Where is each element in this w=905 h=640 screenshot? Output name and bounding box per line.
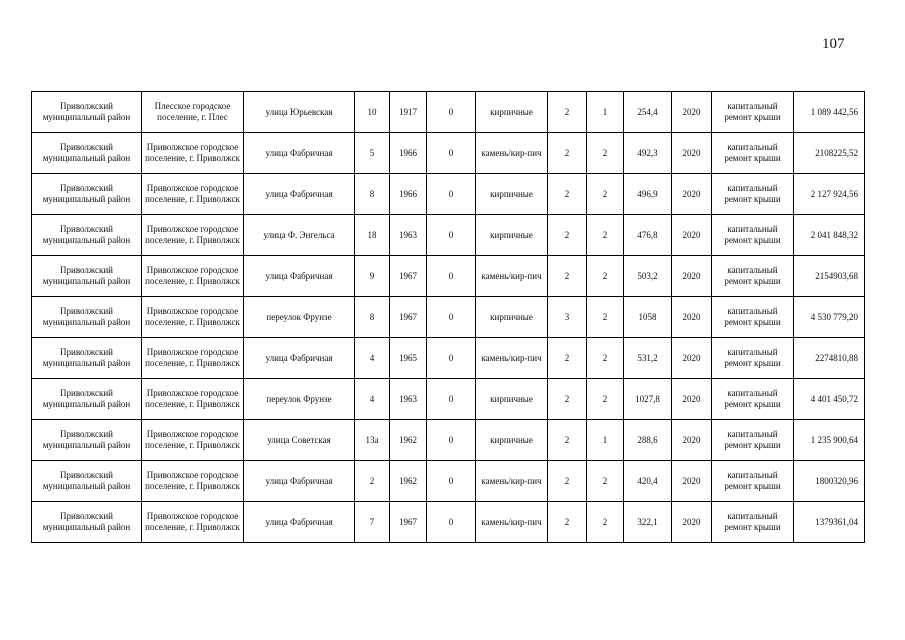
work-year-cell: 2020 bbox=[672, 133, 712, 174]
cost-cell: 2 127 924,56 bbox=[794, 174, 865, 215]
wall-material-cell: камень/кир-пич bbox=[476, 338, 548, 379]
zero-value-cell: 0 bbox=[427, 420, 476, 461]
wall-material-cell: камень/кир-пич bbox=[476, 133, 548, 174]
zero-value-cell: 0 bbox=[427, 256, 476, 297]
house-number-cell: 13а bbox=[355, 420, 390, 461]
district-cell: Приволжский муниципальный район bbox=[32, 215, 142, 256]
table-row bbox=[32, 461, 865, 502]
floors-cell: 2 bbox=[548, 420, 587, 461]
district-cell: Приволжский муниципальный район bbox=[32, 256, 142, 297]
settlement-cell: Приволжское городское поселение, г. Приволжск bbox=[142, 338, 244, 379]
work-type-cell: капитальный ремонт крыши bbox=[712, 379, 794, 420]
cost-cell: 1800320,96 bbox=[794, 461, 865, 502]
wall-material-cell: кирпичные bbox=[476, 420, 548, 461]
year-built-cell: 1963 bbox=[390, 379, 427, 420]
entrances-cell: 2 bbox=[587, 338, 624, 379]
settlement-cell: Приволжское городское поселение, г. Приволжск bbox=[142, 379, 244, 420]
entrances-cell: 2 bbox=[587, 174, 624, 215]
house-number-cell: 18 bbox=[355, 215, 390, 256]
work-type-cell: капитальный ремонт крыши bbox=[712, 92, 794, 133]
settlement-cell: Приволжское городское поселение, г. Приволжск bbox=[142, 502, 244, 543]
house-number-cell: 10 bbox=[355, 92, 390, 133]
floors-cell: 2 bbox=[548, 461, 587, 502]
district-cell: Приволжский муниципальный район bbox=[32, 338, 142, 379]
floors-cell: 3 bbox=[548, 297, 587, 338]
zero-value-cell: 0 bbox=[427, 502, 476, 543]
street-cell: улица Фабричная bbox=[244, 338, 355, 379]
floors-cell: 2 bbox=[548, 92, 587, 133]
street-cell: улица Советская bbox=[244, 420, 355, 461]
area-cell: 1058 bbox=[624, 297, 672, 338]
work-year-cell: 2020 bbox=[672, 379, 712, 420]
work-type-cell: капитальный ремонт крыши bbox=[712, 215, 794, 256]
district-cell: Приволжский муниципальный район bbox=[32, 379, 142, 420]
floors-cell: 2 bbox=[548, 215, 587, 256]
cost-cell: 1 089 442,56 bbox=[794, 92, 865, 133]
wall-material-cell: кирпичные bbox=[476, 379, 548, 420]
work-type-cell: капитальный ремонт крыши bbox=[712, 502, 794, 543]
house-number-cell: 7 bbox=[355, 502, 390, 543]
zero-value-cell: 0 bbox=[427, 461, 476, 502]
year-built-cell: 1917 bbox=[390, 92, 427, 133]
table-row bbox=[32, 338, 865, 379]
area-cell: 420,4 bbox=[624, 461, 672, 502]
settlement-cell: Приволжское городское поселение, г. Приволжск bbox=[142, 174, 244, 215]
work-year-cell: 2020 bbox=[672, 338, 712, 379]
table-row bbox=[32, 420, 865, 461]
house-number-cell: 9 bbox=[355, 256, 390, 297]
settlement-cell: Приволжское городское поселение, г. Приволжск bbox=[142, 133, 244, 174]
cost-cell: 4 401 450,72 bbox=[794, 379, 865, 420]
area-cell: 322,1 bbox=[624, 502, 672, 543]
year-built-cell: 1966 bbox=[390, 174, 427, 215]
zero-value-cell: 0 bbox=[427, 174, 476, 215]
table-row bbox=[32, 502, 865, 543]
cost-cell: 2108225,52 bbox=[794, 133, 865, 174]
house-number-cell: 5 bbox=[355, 133, 390, 174]
cost-cell: 1379361,04 bbox=[794, 502, 865, 543]
street-cell: улица Фабричная bbox=[244, 461, 355, 502]
entrances-cell: 2 bbox=[587, 133, 624, 174]
cost-cell: 2274810,88 bbox=[794, 338, 865, 379]
work-year-cell: 2020 bbox=[672, 174, 712, 215]
street-cell: улица Юрьевская bbox=[244, 92, 355, 133]
table-row bbox=[32, 297, 865, 338]
settlement-cell: Приволжское городское поселение, г. Приволжск bbox=[142, 256, 244, 297]
district-cell: Приволжский муниципальный район bbox=[32, 92, 142, 133]
year-built-cell: 1963 bbox=[390, 215, 427, 256]
year-built-cell: 1967 bbox=[390, 297, 427, 338]
work-year-cell: 2020 bbox=[672, 215, 712, 256]
district-cell: Приволжский муниципальный район bbox=[32, 133, 142, 174]
table-body bbox=[32, 92, 865, 543]
zero-value-cell: 0 bbox=[427, 297, 476, 338]
zero-value-cell: 0 bbox=[427, 215, 476, 256]
entrances-cell: 2 bbox=[587, 297, 624, 338]
work-type-cell: капитальный ремонт крыши bbox=[712, 133, 794, 174]
work-type-cell: капитальный ремонт крыши bbox=[712, 297, 794, 338]
district-cell: Приволжский муниципальный район bbox=[32, 420, 142, 461]
entrances-cell: 2 bbox=[587, 502, 624, 543]
wall-material-cell: кирпичные bbox=[476, 92, 548, 133]
zero-value-cell: 0 bbox=[427, 338, 476, 379]
year-built-cell: 1962 bbox=[390, 420, 427, 461]
area-cell: 288,6 bbox=[624, 420, 672, 461]
zero-value-cell: 0 bbox=[427, 92, 476, 133]
settlement-cell: Приволжское городское поселение, г. Приволжск bbox=[142, 297, 244, 338]
work-year-cell: 2020 bbox=[672, 420, 712, 461]
floors-cell: 2 bbox=[548, 133, 587, 174]
area-cell: 531,2 bbox=[624, 338, 672, 379]
work-type-cell: капитальный ремонт крыши bbox=[712, 256, 794, 297]
work-type-cell: капитальный ремонт крыши bbox=[712, 174, 794, 215]
entrances-cell: 1 bbox=[587, 420, 624, 461]
work-type-cell: капитальный ремонт крыши bbox=[712, 461, 794, 502]
street-cell: улица Ф. Энгельса bbox=[244, 215, 355, 256]
street-cell: переулок Фрунзе bbox=[244, 297, 355, 338]
work-year-cell: 2020 bbox=[672, 256, 712, 297]
year-built-cell: 1967 bbox=[390, 256, 427, 297]
floors-cell: 2 bbox=[548, 502, 587, 543]
zero-value-cell: 0 bbox=[427, 133, 476, 174]
settlement-cell: Приволжское городское поселение, г. Приволжск bbox=[142, 215, 244, 256]
work-year-cell: 2020 bbox=[672, 461, 712, 502]
district-cell: Приволжский муниципальный район bbox=[32, 502, 142, 543]
table-row bbox=[32, 92, 865, 133]
table-row bbox=[32, 215, 865, 256]
area-cell: 492,3 bbox=[624, 133, 672, 174]
district-cell: Приволжский муниципальный район bbox=[32, 461, 142, 502]
area-cell: 476,8 bbox=[624, 215, 672, 256]
entrances-cell: 2 bbox=[587, 379, 624, 420]
street-cell: улица Фабричная bbox=[244, 256, 355, 297]
housing-register-table bbox=[31, 91, 865, 543]
floors-cell: 2 bbox=[548, 379, 587, 420]
floors-cell: 2 bbox=[548, 256, 587, 297]
house-number-cell: 4 bbox=[355, 338, 390, 379]
entrances-cell: 2 bbox=[587, 461, 624, 502]
work-year-cell: 2020 bbox=[672, 92, 712, 133]
cost-cell: 2154903,68 bbox=[794, 256, 865, 297]
street-cell: переулок Фрунзе bbox=[244, 379, 355, 420]
work-year-cell: 2020 bbox=[672, 297, 712, 338]
page-number: 107 bbox=[822, 36, 845, 52]
entrances-cell: 1 bbox=[587, 92, 624, 133]
work-year-cell: 2020 bbox=[672, 502, 712, 543]
cost-cell: 1 235 900,64 bbox=[794, 420, 865, 461]
wall-material-cell: камень/кир-пич bbox=[476, 256, 548, 297]
wall-material-cell: кирпичные bbox=[476, 215, 548, 256]
zero-value-cell: 0 bbox=[427, 379, 476, 420]
year-built-cell: 1965 bbox=[390, 338, 427, 379]
house-number-cell: 8 bbox=[355, 174, 390, 215]
year-built-cell: 1966 bbox=[390, 133, 427, 174]
wall-material-cell: кирпичные bbox=[476, 297, 548, 338]
floors-cell: 2 bbox=[548, 338, 587, 379]
floors-cell: 2 bbox=[548, 174, 587, 215]
settlement-cell: Приволжское городское поселение, г. Приволжск bbox=[142, 461, 244, 502]
work-type-cell: капитальный ремонт крыши bbox=[712, 420, 794, 461]
area-cell: 496,9 bbox=[624, 174, 672, 215]
entrances-cell: 2 bbox=[587, 256, 624, 297]
table-row bbox=[32, 256, 865, 297]
area-cell: 503,2 bbox=[624, 256, 672, 297]
table-row bbox=[32, 379, 865, 420]
cost-cell: 2 041 848,32 bbox=[794, 215, 865, 256]
settlement-cell: Приволжское городское поселение, г. Приволжск bbox=[142, 420, 244, 461]
table-row bbox=[32, 174, 865, 215]
district-cell: Приволжский муниципальный район bbox=[32, 297, 142, 338]
house-number-cell: 8 bbox=[355, 297, 390, 338]
year-built-cell: 1967 bbox=[390, 502, 427, 543]
work-type-cell: капитальный ремонт крыши bbox=[712, 338, 794, 379]
area-cell: 254,4 bbox=[624, 92, 672, 133]
area-cell: 1027,8 bbox=[624, 379, 672, 420]
wall-material-cell: камень/кир-пич bbox=[476, 461, 548, 502]
settlement-cell: Плесское городское поселение, г. Плес bbox=[142, 92, 244, 133]
street-cell: улица Фабричная bbox=[244, 502, 355, 543]
cost-cell: 4 530 779,20 bbox=[794, 297, 865, 338]
wall-material-cell: кирпичные bbox=[476, 174, 548, 215]
house-number-cell: 4 bbox=[355, 379, 390, 420]
year-built-cell: 1962 bbox=[390, 461, 427, 502]
street-cell: улица Фабричная bbox=[244, 174, 355, 215]
district-cell: Приволжский муниципальный район bbox=[32, 174, 142, 215]
table-row bbox=[32, 133, 865, 174]
street-cell: улица Фабричная bbox=[244, 133, 355, 174]
entrances-cell: 2 bbox=[587, 215, 624, 256]
wall-material-cell: камень/кир-пич bbox=[476, 502, 548, 543]
house-number-cell: 2 bbox=[355, 461, 390, 502]
